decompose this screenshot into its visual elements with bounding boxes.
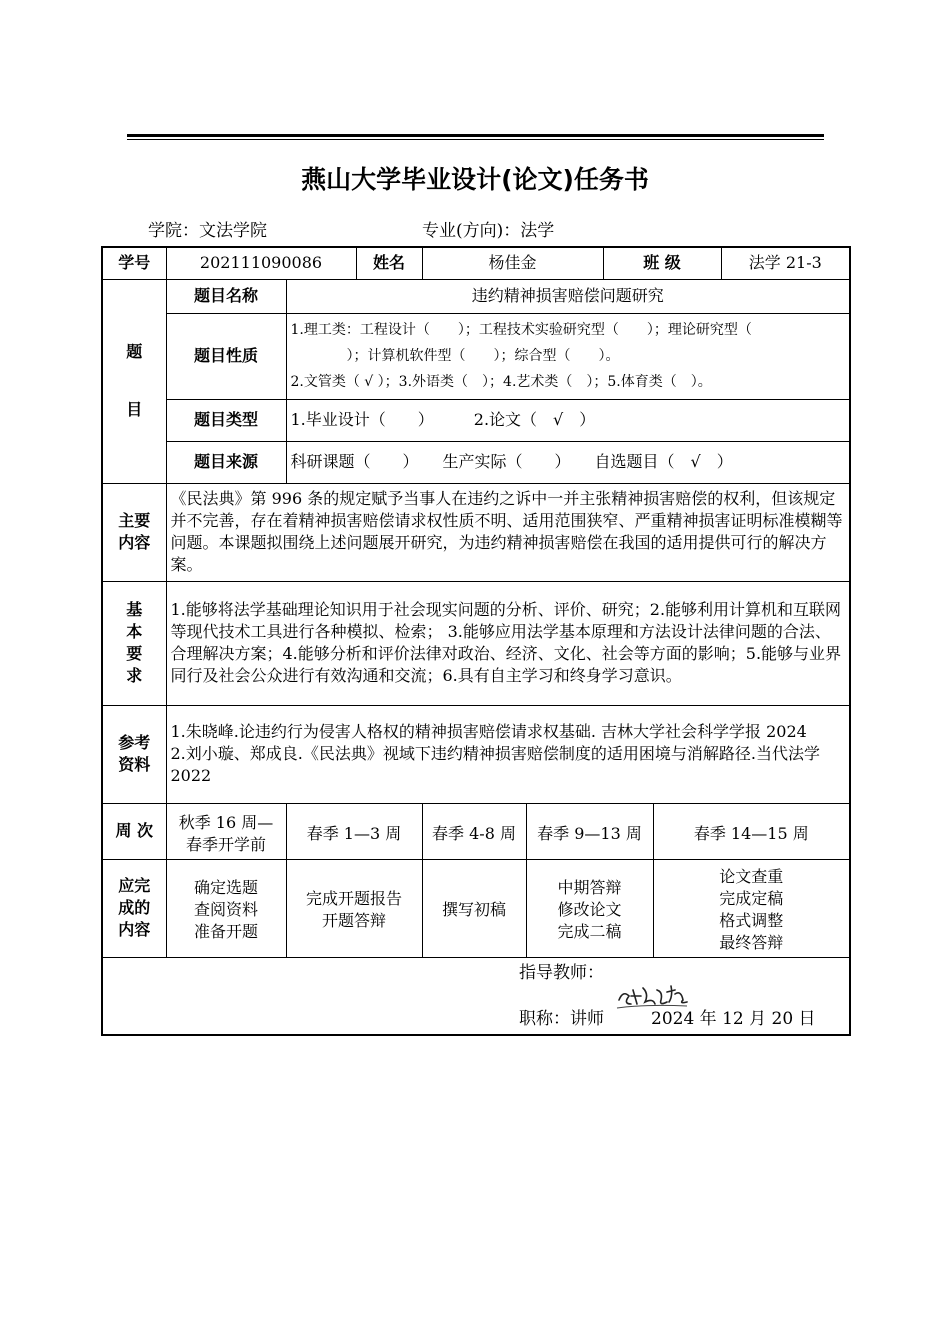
task-item: 格式调整 [719,911,784,930]
tasks-label-3: 内容 [118,920,151,939]
task-item: 准备开题 [193,922,258,941]
reference-2: 2.刘小璇、郑成良.《民法典》视域下违约精神损害赔偿制度的适用困境与消解路径.当代法学 2022 [170,744,820,785]
main-content-text: 《民法典》第 996 条的规定赋予当事人在违约之诉中一并主张精神损害赔偿的权利，但该规定并不完善，存在着精神损害赔偿请求权性质不明、适用范围狭窄、严重精神损害证明标准模糊等问题。本课题拟围绕上述问题展开研究，为违约精神损害赔偿在我国的适用提供可行的解决方案。 [166,483,850,581]
task-item: 最终答辩 [719,933,784,952]
advisor-title: 职称：讲师 [519,1008,604,1029]
requirements-label-3: 要 [126,644,143,663]
references-label-1: 参考 [118,733,151,752]
task-item: 完成开题报告 [305,889,402,908]
topic-nature-label: 题目性质 [166,313,286,399]
tasks-label-2: 成的 [118,898,151,917]
task-cell-1 [166,859,286,957]
requirements-label-4: 求 [126,666,143,685]
topic-nature-row [102,313,850,399]
task-item: 中期答辩 [557,878,622,897]
tasks-row [102,859,850,957]
nature-line-3: 2.文管类（ √ ）；3.外语类（ ）；4.艺术类（ ）；5.体育类（ ）。 [290,374,712,390]
topic-type-label: 题目类型 [166,399,286,441]
signature-row [102,957,850,1035]
topic-source-row [102,441,850,483]
major-field: 专业(方向)：法学 [422,221,555,241]
task-item: 开题答辩 [321,911,386,930]
topic-name-value: 违约精神损害赔偿问题研究 [286,279,850,313]
advisor-label: 指导教师： [519,962,604,983]
topic-source-label: 题目来源 [166,441,286,483]
main-content-label [102,483,166,581]
week-1: 秋季 16 周— 春季开学前 [166,803,286,859]
task-cell-4 [526,859,653,957]
topic-label-char-2: 目 [126,400,143,419]
top-rule-thin [127,139,824,140]
top-rule-thick [127,134,824,137]
task-item: 论文查重 [719,867,784,886]
handwritten-signature [613,978,691,1012]
task-item: 完成定稿 [719,889,784,908]
topic-name-row [102,279,850,313]
requirements-label-2: 本 [126,622,143,641]
task-cell-5 [653,859,850,957]
student-id-value: 202111090086 [166,247,356,279]
topic-source-value: 科研课题（ ） 生产实际（ ） 自选题目（ √ ） [286,441,850,483]
week-3: 春季 4-8 周 [422,803,526,859]
task-item: 查阅资料 [193,900,258,919]
student-id-label: 学号 [102,247,166,279]
main-content-label-1: 主要 [118,511,151,530]
topic-label-char-1: 题 [126,342,143,361]
references-label-2: 资料 [118,755,151,774]
tasks-label-1: 应完 [118,876,151,895]
requirements-label [102,581,166,705]
requirements-text: 1.能够将法学基础理论知识用于社会现实问题的分析、评价、研究；2.能够利用计算机和互联网等现代技术工具进行各种模拟、检索； 3.能够应用法学基本原理和方法设计法律问题的合法、合理解决方案；4.能够分析和评价法律对政治、经济、文化、社会等方面的影响；5.能够与业界同行及社会公众进行有效沟通和交流；6.具有自主学习和终身学习意识。 [166,581,850,705]
task-item: 完成二稿 [557,922,622,941]
task-cell-3 [422,859,526,957]
student-name-label: 姓名 [356,247,422,279]
requirements-row [102,581,850,705]
week-5: 春季 14—15 周 [653,803,850,859]
weeks-row [102,803,850,859]
main-content-row [102,483,850,581]
nature-line-1: 1.理工类：工程设计（ ）；工程技术实验研究型（ ）；理论研究型（ [290,322,752,338]
references-label [102,705,166,803]
task-item: 撰写初稿 [441,900,506,919]
week-2: 春季 1—3 周 [286,803,422,859]
sign-date: 2024 年 12 月 20 日 [651,1008,816,1029]
references-row [102,705,850,803]
weeks-label: 周 次 [102,803,166,859]
class-value: 法学 21-3 [721,247,850,279]
topic-type-row [102,399,850,441]
task-table [101,246,851,1036]
topic-section-label [102,279,166,483]
references-text [166,705,850,803]
student-name-value: 杨佳金 [422,247,603,279]
reference-1: 1.朱晓峰.论违约行为侵害人格权的精神损害赔偿请求权基础. 吉林大学社会科学学报 2024 [170,722,807,741]
class-label: 班 级 [603,247,721,279]
college-field: 学院：文法学院 [148,221,267,241]
student-info-row [102,247,850,279]
topic-name-label: 题目名称 [166,279,286,313]
task-item: 修改论文 [557,900,622,919]
topic-nature-value [286,313,850,399]
signature-cell [102,957,850,1035]
task-item: 确定选题 [193,878,258,897]
topic-type-value: 1.毕业设计（ ） 2.论文（ √ ） [286,399,850,441]
week-4: 春季 9—13 周 [526,803,653,859]
nature-line-2: ）；计算机软件型（ ）；综合型（ ）。 [290,348,620,364]
document-title: 燕山大学毕业设计(论文)任务书 [301,165,649,194]
tasks-label [102,859,166,957]
task-cell-2 [286,859,422,957]
requirements-label-1: 基 [126,600,143,619]
main-content-label-2: 内容 [118,533,151,552]
